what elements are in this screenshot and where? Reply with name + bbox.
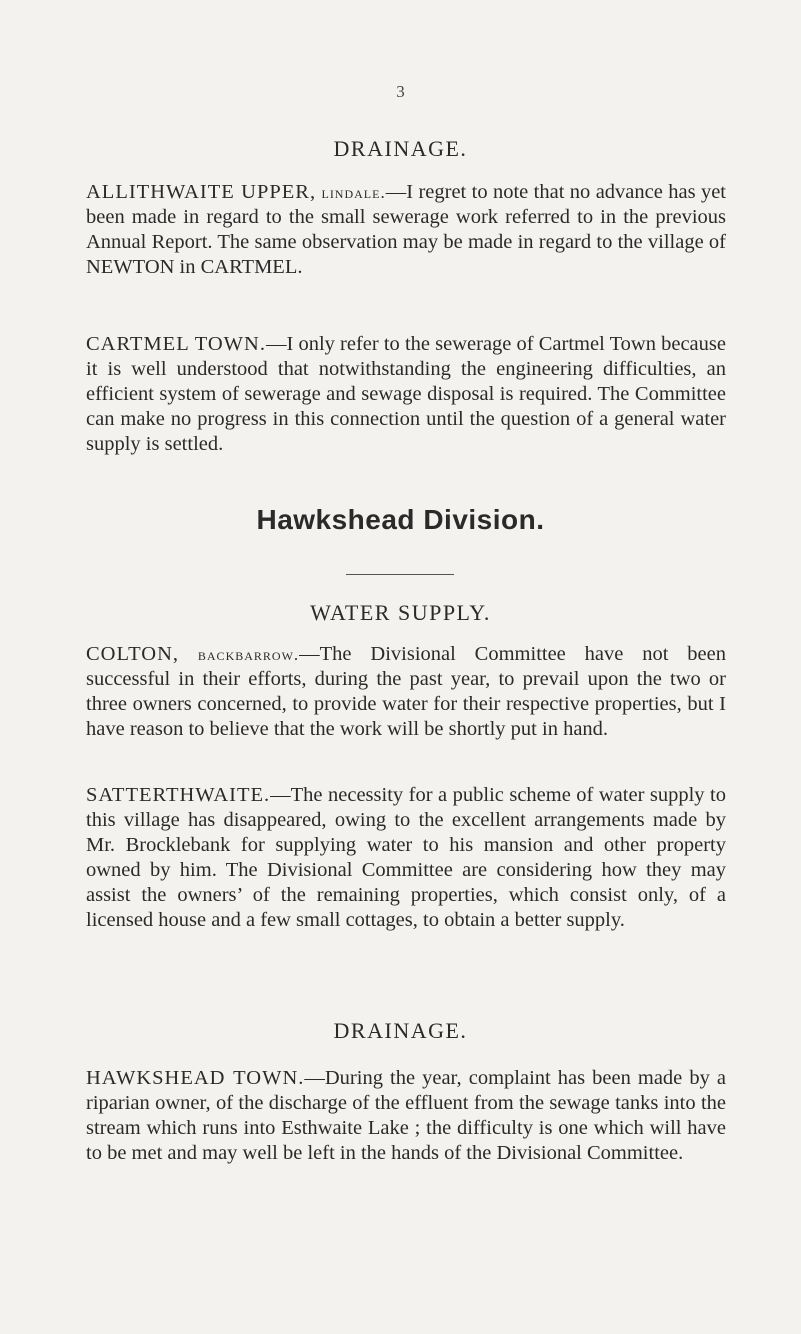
section-heading-water-supply: WATER SUPPLY. [310, 600, 491, 625]
paragraph-place: backbarrow. [197, 645, 300, 664]
paragraph-allithwaite-upper [86, 180, 726, 280]
paragraph-text: —The Divisional Committee have not been successful in their efforts, during the past year, to prevail upon the two or three owners concerned, to provide water for their respective properties, but I have reason to believe that the work will be shortly put in hand. [86, 643, 726, 740]
paragraph-text: —I regret to note that no advance has yet been made in regard to the small sewerage work referred to in the previous Annual Report. The same observation may be made in regard to the village of NEWTON in CARTMEL. [86, 181, 727, 278]
paragraph-satterthwaite [86, 783, 726, 933]
section-heading-drainage: DRAINAGE. [333, 136, 468, 161]
section-heading-drainage-2: DRAINAGE. [333, 1018, 468, 1043]
paragraph-hawkshead-town [86, 1066, 726, 1166]
paragraph-text: —The necessity for a public scheme of water supply to this village has disappeared, owing to the excellent arrangements made by Mr. Brocklebank for supplying water to his mansion and other property owned by him. The Divisional Committee are considering how they may assist the owners’ of the remaining properties, which consist only, of a licensed house and a few small cottages, to obtain a better supply. [86, 784, 726, 931]
paragraph-lead: CARTMEL TOWN. [86, 333, 266, 355]
page-number: 3 [396, 82, 405, 101]
divider-rule [346, 574, 454, 575]
paragraph-lead: SATTERTHWAITE. [86, 784, 271, 806]
paragraph-lead: ALLITHWAITE UPPER, [86, 181, 317, 203]
paragraph-cartmel-town [86, 332, 726, 457]
paragraph-lead: COLTON, [86, 643, 180, 665]
division-title: Hawkshead Division. [256, 504, 545, 535]
paragraph-text: —During the year, complaint has been made by a riparian owner, of the discharge of the effluent from the sewage tanks into the stream which runs into Esthwaite Lake ; the difficulty is one which will have to be met and may well be left in the hands of the Divisional Committee. [86, 1067, 726, 1164]
paragraph-lead: HAWKSHEAD TOWN. [86, 1067, 305, 1089]
paragraph-place: lindale. [321, 183, 386, 202]
paragraph-text: —I only refer to the sewerage of Cartmel Town because it is well understood that notwithstanding the engineering difficulties, an efficient system of sewerage and sewage disposal is required. The Committee can make no progress in this connection until the question of a general water supply is settled. [86, 333, 726, 455]
paragraph-colton [86, 642, 726, 742]
